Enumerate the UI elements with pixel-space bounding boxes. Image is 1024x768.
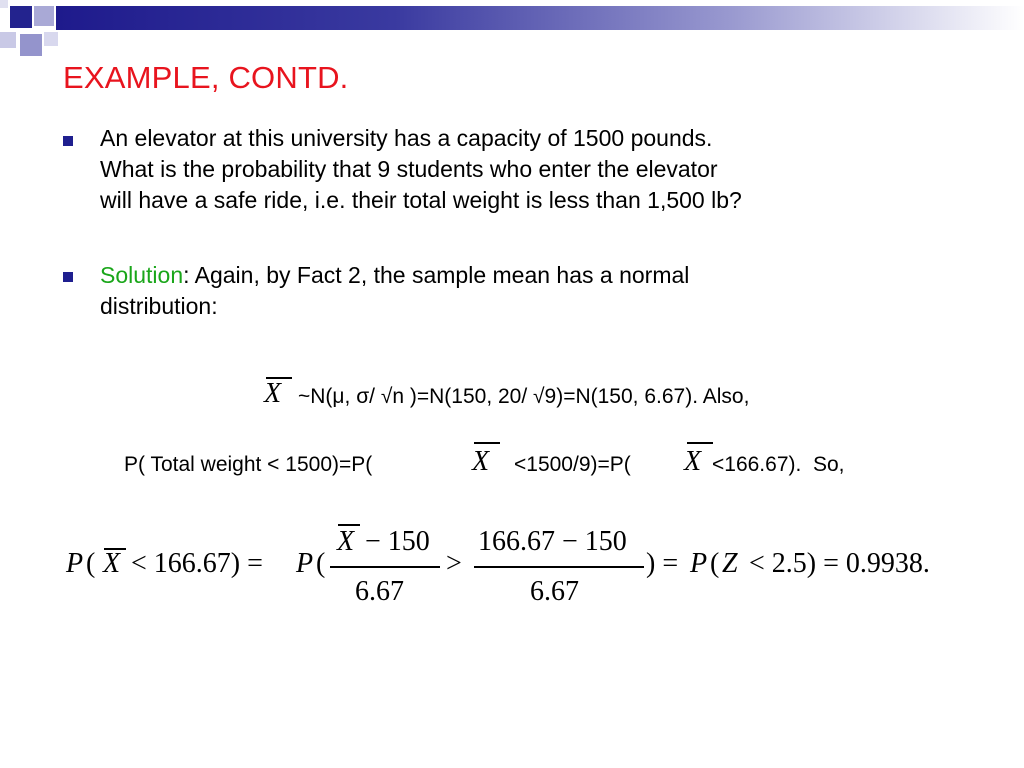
eq-lhs-open: (	[86, 548, 96, 579]
fraction-bar	[474, 566, 644, 568]
solution-label: Solution	[100, 262, 184, 288]
eq-lhs-rest: < 166.67) =	[124, 548, 270, 579]
frac1-num-rest: − 150	[358, 526, 430, 557]
decor-square	[20, 34, 42, 56]
xbar-symbol: X	[472, 446, 490, 477]
eq-p2: P	[296, 548, 314, 579]
eq-lhs-p: P	[66, 548, 84, 579]
decor-square	[10, 6, 32, 28]
eq-lhs-xbar: X	[103, 548, 121, 579]
bullet-2-line-1: : Again, by Fact 2, the sample mean has a normal	[183, 262, 690, 288]
decor-square	[34, 6, 54, 26]
xbar-overline	[687, 442, 713, 444]
fraction-bar	[330, 566, 440, 568]
bullet-1-line-2: What is the probability that 9 students who enter the elevator	[100, 156, 718, 182]
bullet-1-line-1: An elevator at this university has a capacity of 1500 pounds.	[100, 125, 713, 151]
slide-title: EXAMPLE, CONTD.	[63, 60, 349, 95]
decor-square	[0, 0, 8, 8]
eq-z: Z	[722, 548, 738, 579]
bullet-2-text	[100, 260, 689, 322]
eq-open2: (	[316, 548, 326, 579]
frac2-den: 6.67	[530, 576, 579, 607]
header-gradient-bar	[56, 6, 1024, 30]
bullet-1-line-3: will have a safe ride, i.e. their total weight is less than 1,500 lb?	[100, 187, 742, 213]
prob-suffix: <166.67). So,	[712, 453, 845, 476]
eq-rhs-open: (	[710, 548, 720, 579]
xbar-overline	[474, 442, 500, 444]
distribution-text: ~N(μ, σ/ √n )=N(150, 20/ √9)=N(150, 6.67). Also,	[298, 385, 750, 408]
eq-close: ) =	[646, 548, 686, 579]
frac1-num-xbar: X	[337, 526, 355, 557]
xbar-symbol: X	[684, 446, 702, 477]
prob-middle: <1500/9)=P(	[514, 453, 631, 476]
decor-square	[44, 32, 58, 46]
xbar-symbol: X	[264, 378, 282, 409]
bullet-1-text	[100, 123, 742, 216]
bullet-2-line-2: distribution:	[100, 293, 218, 319]
bullet-icon	[63, 272, 73, 282]
eq-gt: >	[446, 548, 462, 579]
frac1-den: 6.67	[355, 576, 404, 607]
eq-rhs-rest: < 2.5) = 0.9938.	[742, 548, 930, 579]
bullet-icon	[63, 136, 73, 146]
frac2-num: 166.67 − 150	[478, 526, 627, 557]
decor-square	[0, 32, 16, 48]
prob-prefix: P( Total weight < 1500)=P(	[124, 453, 373, 476]
eq-p3: P	[690, 548, 708, 579]
